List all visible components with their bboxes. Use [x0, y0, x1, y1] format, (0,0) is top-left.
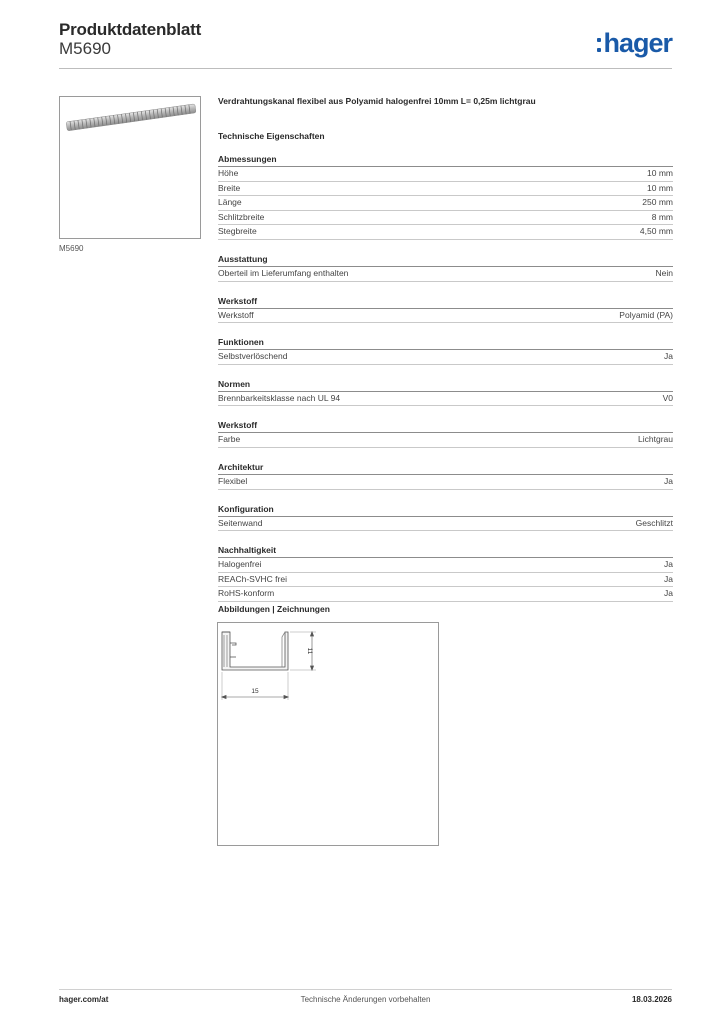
- section-title: Werkstoff: [218, 296, 673, 309]
- property-section: [218, 337, 673, 365]
- property-row: [218, 558, 673, 573]
- footer-divider: [59, 989, 672, 990]
- property-row: [218, 309, 673, 324]
- product-details: [218, 96, 673, 602]
- property-label: Oberteil im Lieferumfang enthalten: [218, 267, 349, 278]
- property-label: Stegbreite: [218, 226, 257, 237]
- property-label: Selbstverlöschend: [218, 351, 288, 362]
- section-title: Ausstattung: [218, 254, 673, 267]
- page-footer: [59, 995, 672, 1009]
- property-section: [218, 154, 673, 240]
- property-value: Ja: [664, 573, 673, 584]
- property-label: REACh-SVHC frei: [218, 573, 287, 584]
- property-section: [218, 379, 673, 407]
- property-value: Ja: [664, 559, 673, 570]
- cable-duct-image: [60, 97, 202, 240]
- dimension-width-label: 15: [251, 688, 259, 695]
- property-row: [218, 196, 673, 211]
- property-value: V0: [662, 392, 673, 403]
- logo-text: hager: [603, 28, 672, 58]
- section-title: Abmessungen: [218, 154, 673, 167]
- property-section: [218, 296, 673, 324]
- property-section: [218, 545, 673, 602]
- thumbnail-caption: M5690: [59, 244, 84, 253]
- page-header: [59, 20, 672, 70]
- property-value: 10 mm: [647, 182, 673, 193]
- property-row: [218, 350, 673, 365]
- product-thumbnail: [59, 96, 201, 239]
- logo-dots-icon: [597, 38, 601, 52]
- section-title: Architektur: [218, 462, 673, 475]
- footer-disclaimer: Technische Änderungen vorbehalten: [300, 995, 431, 1004]
- property-value: 250 mm: [642, 197, 673, 208]
- footer-website-link[interactable]: hager.com/at: [59, 995, 109, 1004]
- property-row: [218, 517, 673, 532]
- property-label: Breite: [218, 182, 241, 193]
- property-value: Ja: [664, 351, 673, 362]
- property-row: [218, 267, 673, 282]
- section-title: Nachhaltigkeit: [218, 545, 673, 558]
- section-title: Normen: [218, 379, 673, 392]
- property-sections: [218, 154, 673, 602]
- property-label: Halogenfrei: [218, 559, 262, 570]
- property-section: [218, 462, 673, 490]
- property-row: [218, 225, 673, 240]
- property-label: Schlitzbreite: [218, 211, 265, 222]
- property-label: Brennbarkeitsklasse nach UL 94: [218, 392, 341, 403]
- property-section: [218, 504, 673, 532]
- property-row: [218, 433, 673, 448]
- header-divider: [59, 68, 672, 69]
- property-label: Werkstoff: [218, 309, 254, 320]
- figures-title: Abbildungen | Zeichnungen: [218, 604, 330, 614]
- property-value: Lichtgrau: [638, 434, 673, 445]
- section-title: Werkstoff: [218, 420, 673, 433]
- dimension-height-label: 11: [306, 647, 313, 655]
- property-section: [218, 420, 673, 448]
- property-label: Höhe: [218, 168, 239, 178]
- hager-logo: [597, 28, 672, 58]
- technical-drawing: [217, 622, 439, 846]
- property-value: Ja: [664, 475, 673, 486]
- property-value: Polyamid (PA): [619, 309, 673, 320]
- product-description: Verdrahtungskanal flexibel aus Polyamid halogenfrei 10mm L= 0,25m lichtgrau: [218, 96, 536, 106]
- property-row: [218, 182, 673, 197]
- property-label: RoHS-konform: [218, 588, 275, 599]
- property-value: 10 mm: [647, 168, 673, 178]
- technical-properties-title: Technische Eigenschaften: [218, 131, 325, 141]
- property-row: [218, 587, 673, 602]
- property-label: Flexibel: [218, 475, 248, 486]
- property-value: 8 mm: [651, 211, 673, 222]
- property-value: Geschlitzt: [635, 517, 673, 528]
- property-value: 4,50 mm: [639, 226, 673, 237]
- property-row: [218, 167, 673, 182]
- document-title: Produktdatenblatt: [59, 20, 202, 39]
- property-label: Farbe: [218, 434, 241, 445]
- section-title: Konfiguration: [218, 504, 673, 517]
- property-section: [218, 254, 673, 282]
- property-row: [218, 573, 673, 588]
- property-label: Länge: [218, 197, 242, 208]
- footer-date: 18.03.2026: [631, 995, 672, 1004]
- section-title: Funktionen: [218, 337, 673, 350]
- property-row: [218, 475, 673, 490]
- profile-drawing: [218, 623, 440, 847]
- property-row: [218, 392, 673, 407]
- property-value: Nein: [655, 267, 673, 278]
- product-code: M5690: [59, 39, 111, 58]
- property-label: Seitenwand: [218, 517, 263, 528]
- property-row: [218, 211, 673, 226]
- property-value: Ja: [664, 588, 673, 599]
